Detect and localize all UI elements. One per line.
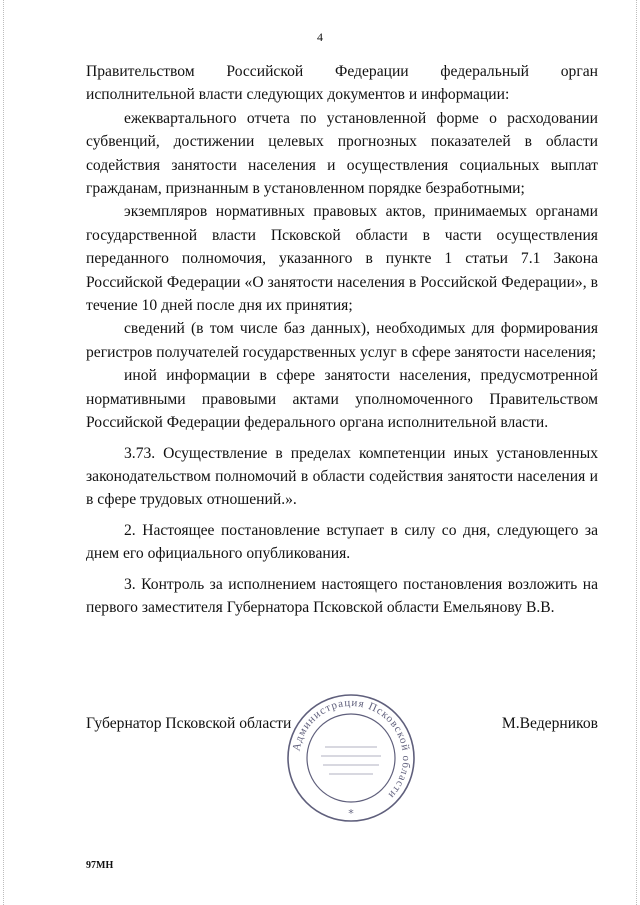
paragraph-3-73: 3.73. Осуществление в пределах компетенции иных установленных законодательством полномочий в области содействия занятости населения и в сфере трудовых отношений.». (86, 444, 598, 509)
paragraph-intro: Правительством Российской Федерации федеральный орган исполнительной власти следующих документов и информации: (86, 63, 598, 104)
paragraph-legal-acts: экземпляров нормативных правовых актов, принимаемых органами государственной власти Псковской области в части осуществления переданного полномочия, указанного в пункте 1 статьи 7.1 Закона Российской Федерации «О занятости населения в Российской Федерации», в течение 10 дней после дня их принятия; (86, 203, 598, 315)
paragraph-control: 3. Контроль за исполнением настоящего постановления возложить на первого заместителя Губернатора Псковской области Емельянову В.В. (86, 575, 598, 616)
svg-text:Администрация Псковской област: Администрация Псковской области (290, 696, 413, 802)
paragraph-databases: сведений (в том числе баз данных), необходимых для формирования регистров получателей государственных услуг в сфере занятости населения; (86, 320, 598, 361)
signatory-name: М.Ведерников (501, 715, 598, 732)
right-scan-edge (636, 0, 637, 905)
svg-text:*: * (348, 807, 354, 820)
left-scan-edge (3, 0, 4, 905)
official-seal-stamp (285, 692, 417, 824)
paragraph-other-information: иной информации в сфере занятости населения, предусмотренной нормативными правовыми актами уполномоченного Правительством Российской Федерации федерального органа исполнительной власти. (86, 367, 598, 432)
signatory-title: Губернатор Псковской области (86, 715, 292, 732)
paragraph-effective-date: 2. Настоящее постановление вступает в силу со дня, следующего за днем его официального опубликования. (86, 521, 598, 563)
page-number: 4 (317, 30, 323, 44)
document-body (86, 60, 598, 619)
document-code: 97МН (86, 860, 114, 871)
paragraph-quarterly-report: ежеквартального отчета по установленной форме о расходовании субвенций, достижении целевых прогнозных показателей в области содействия занятости населения и осуществления социальных выплат гражданам, признанным в установленном порядке безработными; (86, 109, 598, 198)
